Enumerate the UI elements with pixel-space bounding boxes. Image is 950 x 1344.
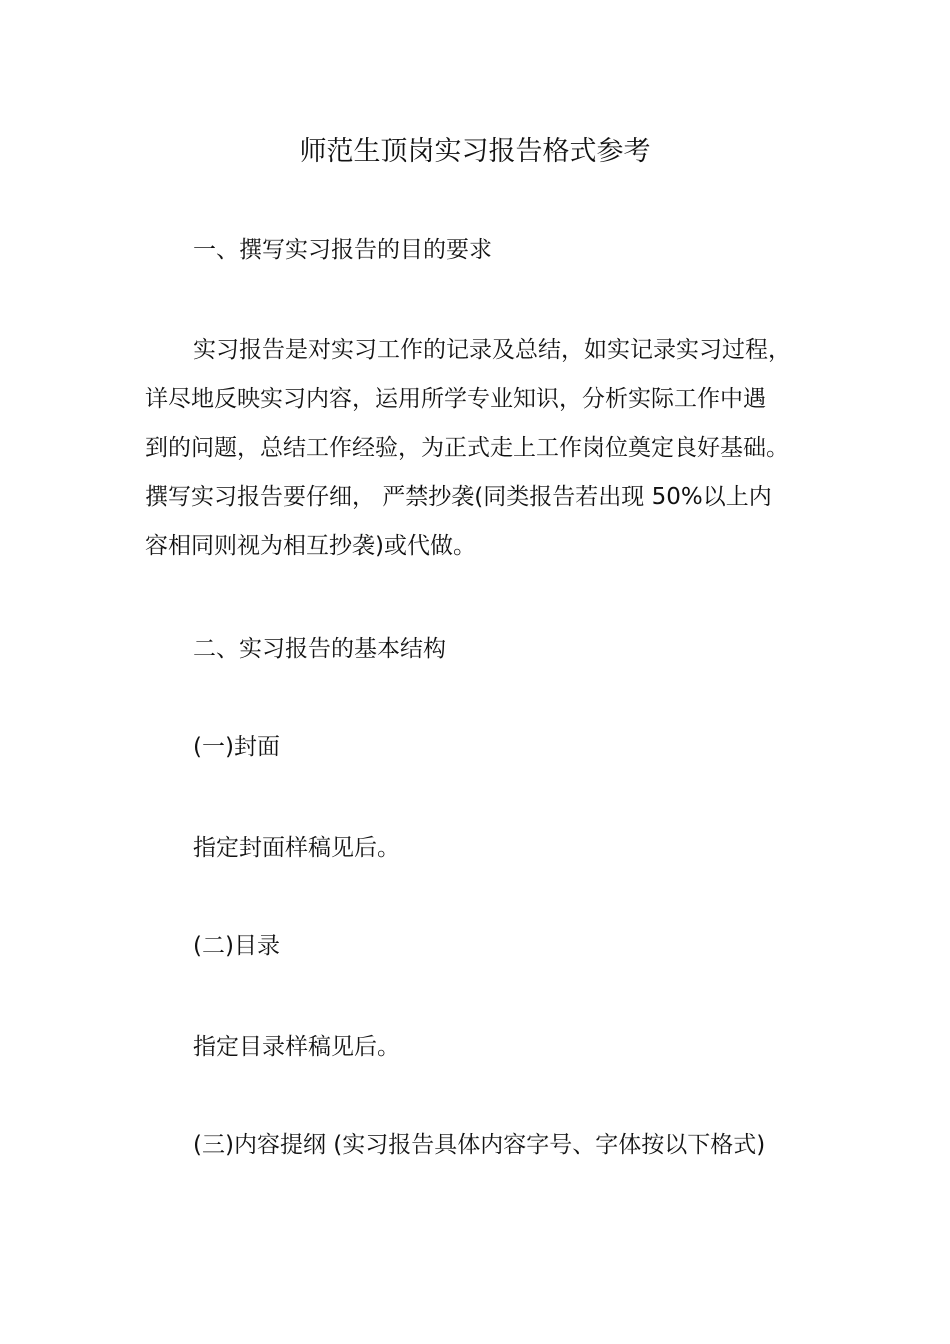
subsection-text-cover: 指定封面样稿见后。 [193, 835, 400, 861]
paragraph-line: 实习报告是对实习工作的记录及总结，如实记录实习过程， [193, 337, 791, 363]
paragraph-line: 到的问题，总结工作经验，为正式走上工作岗位奠定良好基础。 [145, 435, 789, 461]
subsection-heading-cover: (一)封面 [193, 734, 280, 760]
section-heading-purpose: 一、撰写实习报告的目的要求 [193, 237, 492, 263]
subsection-heading-toc: (二)目录 [193, 933, 280, 959]
section-heading-structure: 二、实习报告的基本结构 [193, 636, 446, 662]
subsection-text-toc: 指定目录样稿见后。 [193, 1034, 400, 1060]
paragraph-line: 撰写实习报告要仔细， 严禁抄袭(同类报告若出现 50%以上内 [145, 484, 772, 510]
paragraph-line: 详尽地反映实习内容，运用所学专业知识，分析实际工作中遇 [145, 386, 766, 412]
document-title: 师范生顶岗实习报告格式参考 [299, 136, 651, 167]
paragraph-line: 容相同则视为相互抄袭)或代做。 [145, 533, 476, 559]
subsection-heading-outline: (三)内容提纲 (实习报告具体内容字号、字体按以下格式) [193, 1132, 766, 1158]
section-paragraph-purpose [145, 326, 825, 571]
